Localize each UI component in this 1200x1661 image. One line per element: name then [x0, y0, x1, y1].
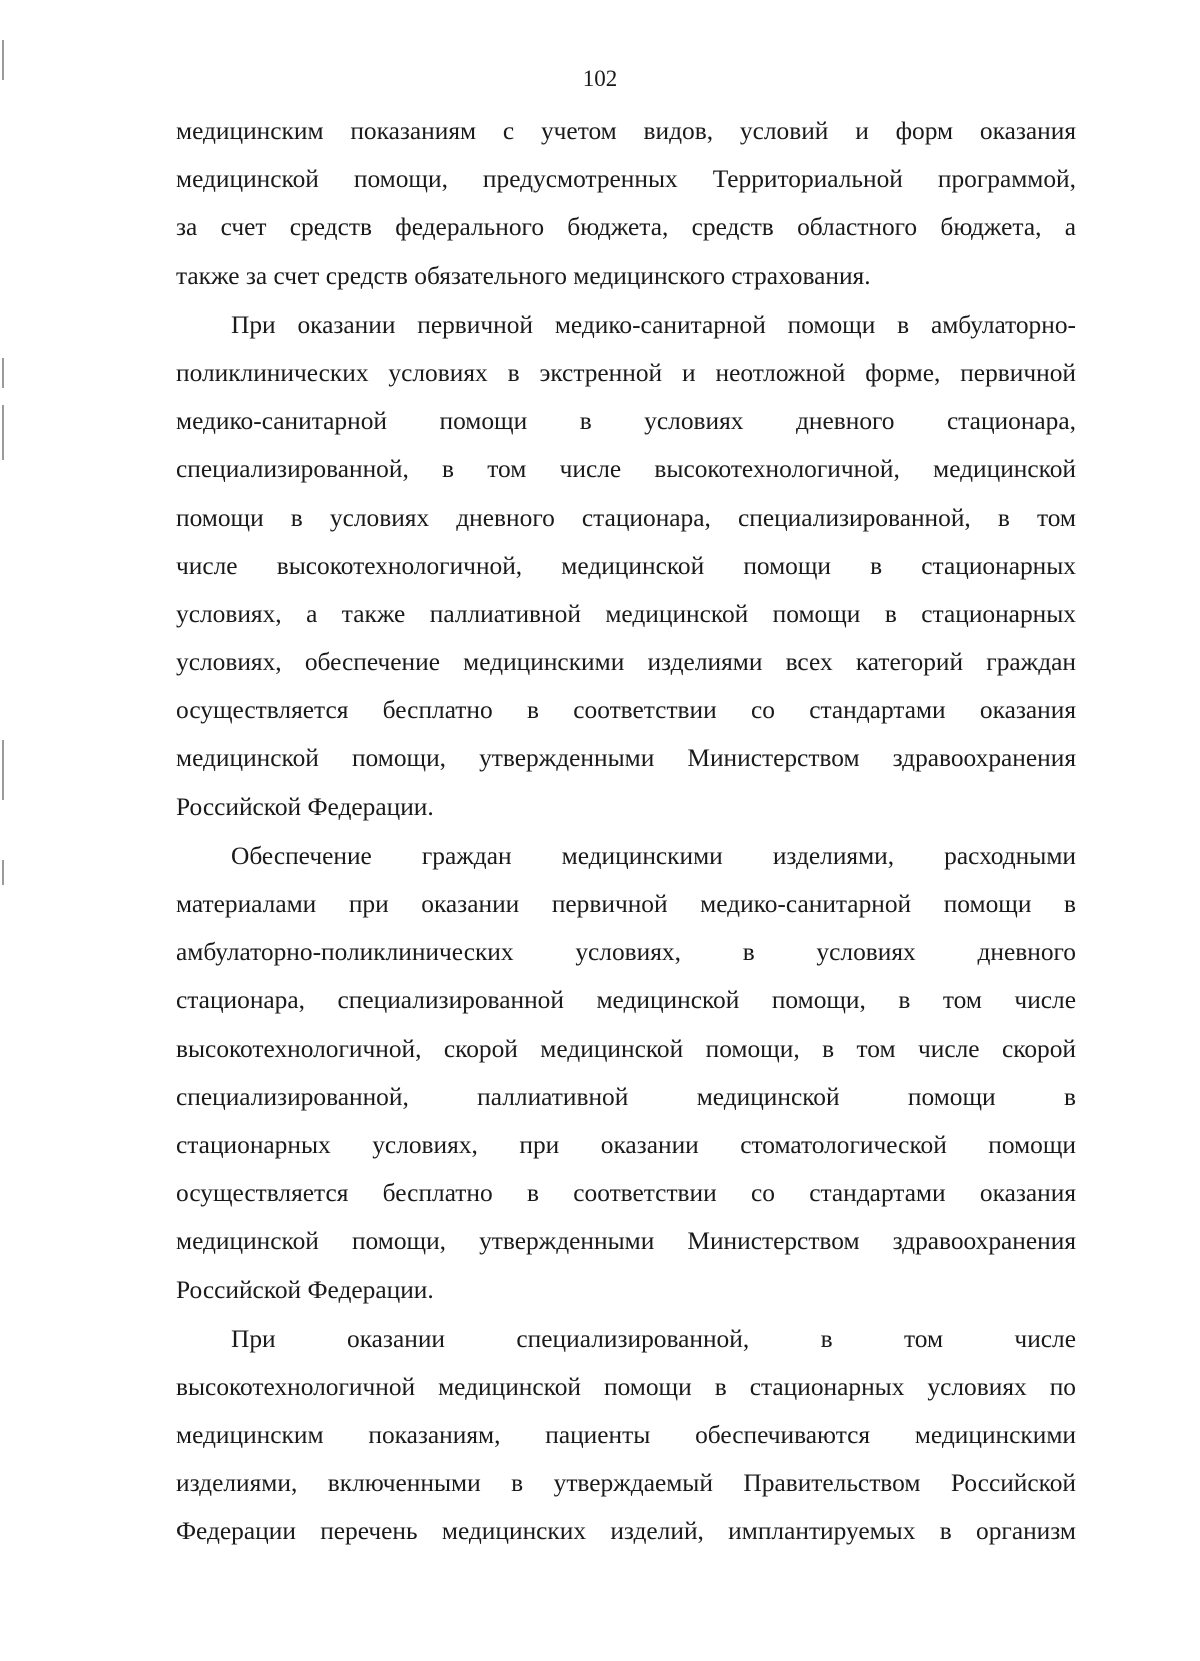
text-line: Российской Федерации. — [176, 792, 434, 821]
text-line: специализированной, в том числе высокотехнологичной, медицинской — [176, 455, 1076, 484]
scan-edge-mark — [2, 740, 4, 800]
text-line: амбулаторно-поликлинических условиях, в условиях дневного — [176, 938, 1076, 967]
text-line: Обеспечение граждан медицинскими изделиями, расходными — [231, 841, 1076, 870]
text-line: условиях, обеспечение медицинскими изделиями всех категорий граждан — [176, 648, 1076, 677]
text-line: числе высокотехнологичной, медицинской помощи в стационарных — [176, 551, 1076, 580]
text-line: медицинской помощи, утвержденными Министерством здравоохранения — [176, 1227, 1076, 1256]
text-line: осуществляется бесплатно в соответствии со стандартами оказания — [176, 696, 1076, 725]
text-line: условиях, а также паллиативной медицинской помощи в стационарных — [176, 599, 1076, 628]
text-line: высокотехнологичной медицинской помощи в стационарных условиях по — [176, 1372, 1076, 1401]
text-line: осуществляется бесплатно в соответствии со стандартами оказания — [176, 1179, 1076, 1208]
text-line: медицинским показаниям, пациенты обеспечиваются медицинскими — [176, 1421, 1076, 1450]
text-line: за счет средств федерального бюджета, средств областного бюджета, а — [176, 213, 1076, 242]
scan-edge-mark — [2, 405, 4, 460]
paragraph — [176, 107, 1076, 300]
text-line: Федерации перечень медицинских изделий, имплантируемых в организм — [176, 1517, 1076, 1546]
scan-edge-mark — [2, 358, 4, 388]
paragraph — [176, 832, 1076, 1314]
text-line: высокотехнологичной, скорой медицинской помощи, в том числе скорой — [176, 1034, 1076, 1063]
text-line: материалами при оказании первичной медико-санитарной помощи в — [176, 890, 1076, 918]
text-line: специализированной, паллиативной медицинской помощи в — [176, 1082, 1076, 1111]
text-line: медицинской помощи, предусмотренных Территориальной программой, — [176, 165, 1076, 194]
paragraph — [176, 1315, 1076, 1556]
text-line: медико-санитарной помощи в условиях дневного стационара, — [176, 407, 1076, 436]
text-line: поликлинических условиях в экстренной и неотложной форме, первичной — [176, 358, 1076, 387]
text-line: также за счет средств обязательного медицинского страхования. — [176, 261, 871, 290]
page-number: 102 — [582, 66, 618, 91]
scan-edge-mark — [2, 860, 4, 885]
text-line: Российской Федерации. — [176, 1275, 434, 1304]
document-body — [176, 107, 1076, 1556]
text-line: При оказании первичной медико-санитарной помощи в амбулаторно- — [231, 310, 1076, 339]
text-line: стационарных условиях, при оказании стоматологической помощи — [176, 1130, 1076, 1159]
text-line: изделиями, включенными в утверждаемый Правительством Российской — [176, 1469, 1076, 1498]
text-line: стационара, специализированной медицинской помощи, в том числе — [176, 986, 1076, 1015]
paragraph — [176, 301, 1076, 831]
text-line: медицинской помощи, утвержденными Министерством здравоохранения — [176, 744, 1076, 773]
text-line: медицинским показаниям с учетом видов, условий и форм оказания — [176, 117, 1076, 145]
text-line: При оказании специализированной, в том числе — [231, 1324, 1076, 1353]
text-line: помощи в условиях дневного стационара, специализированной, в том — [176, 503, 1076, 532]
